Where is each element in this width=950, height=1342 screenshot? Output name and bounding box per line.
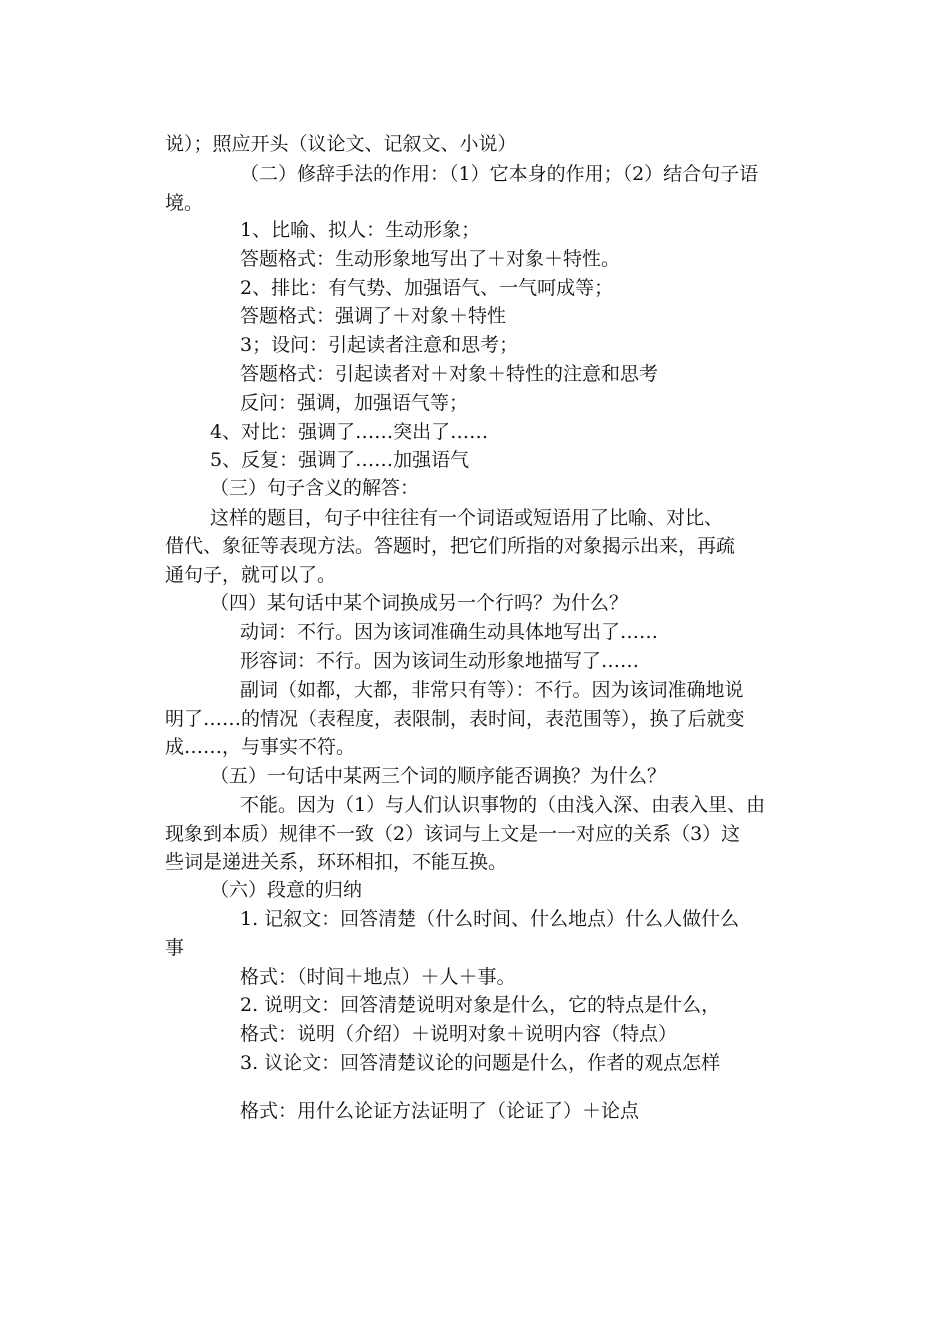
text-line: 3；设问：引起读者注意和思考； (240, 334, 519, 356)
text-line: 现象到本质）规律不一致（2）该词与上文是一一对应的关系（3）这 (165, 823, 741, 845)
text-line: （二）修辞手法的作用：（1）它本身的作用；（2）结合句子语 (240, 163, 759, 185)
text-line: 说）；照应开头（议论文、记叙文、小说） (165, 133, 517, 155)
text-line: 通句子，就可以了。 (165, 564, 337, 586)
text-line: 3. 议论文：回答清楚议论的问题是什么，作者的观点怎样 (240, 1052, 721, 1074)
text-line: 境。 (165, 192, 204, 214)
text-line: 这样的题目，句子中往往有一个词语或短语用了比喻、对比、 (210, 507, 724, 529)
section-heading: （四）某句话中某个词换成另一个行吗？为什么？ (210, 592, 629, 614)
text-line: 明了……的情况（表程度，表限制，表时间，表范围等），换了后就变 (165, 708, 745, 730)
text-line: 反问：强调，加强语气等； (240, 392, 469, 414)
text-line: 5、反复：强调了……加强语气 (210, 449, 470, 471)
section-heading: （五）一句话中某两三个词的顺序能否调换？为什么？ (210, 765, 667, 787)
text-line: 格式：（时间＋地点）＋人＋事。 (240, 966, 516, 988)
text-line: 格式：说明（介绍）＋说明对象＋说明内容（特点） (240, 1023, 678, 1045)
text-line: 2、排比：有气势、加强语气、一气呵成等； (240, 277, 614, 299)
text-line: 副词（如都，大都，非常只有等）：不行。因为该词准确地说 (240, 679, 744, 701)
text-line: 动词：不行。因为该词准确生动具体地写出了…… (240, 621, 659, 643)
section-heading: （六）段意的归纳 (210, 879, 363, 901)
text-line: 不能。因为（1）与人们认识事物的（由浅入深、由表入里、由 (240, 794, 766, 816)
text-line: 答题格式：强调了＋对象＋特性 (240, 305, 507, 327)
text-line: 格式：用什么论证方法证明了（论证了）＋论点 (240, 1100, 640, 1122)
section-heading: （三）句子含义的解答： (210, 477, 420, 499)
text-line: 借代、象征等表现方法。答题时，把它们所指的对象揭示出来，再疏 (165, 535, 736, 557)
text-line: 4、对比：强调了……突出了…… (210, 421, 489, 443)
text-line: 2. 说明文：回答清楚说明对象是什么，它的特点是什么， (240, 994, 721, 1016)
text-line: 1. 记叙文：回答清楚（什么时间、什么地点）什么人做什么 (240, 908, 740, 930)
text-line: 答题格式：生动形象地写出了＋对象＋特性。 (240, 248, 621, 270)
text-line: 些词是递进关系，环环相扣，不能互换。 (165, 851, 508, 873)
text-line: 成……，与事实不符。 (165, 736, 356, 758)
text-line: 答题格式：引起读者对＋对象＋特性的注意和思考 (240, 363, 659, 385)
text-line: 1、比喻、拟人：生动形象； (240, 219, 481, 241)
text-line: 事 (165, 937, 185, 959)
text-line: 形容词：不行。因为该词生动形象地描写了…… (240, 650, 640, 672)
